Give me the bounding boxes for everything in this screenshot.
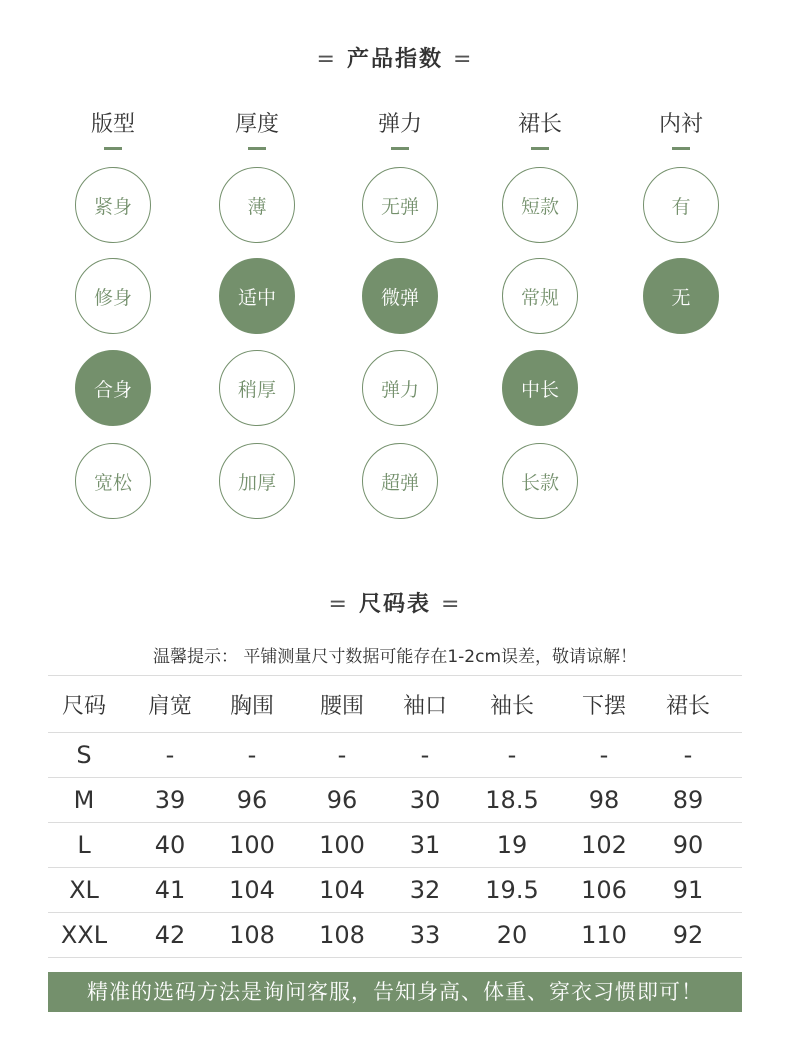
index-option: 稍厚 [219, 350, 295, 426]
heading-underline [104, 147, 122, 150]
table-cell: 33 [400, 913, 450, 958]
table-cell: 104 [284, 868, 400, 913]
table-cell: 19 [450, 823, 574, 868]
table-cell: 40 [120, 823, 220, 868]
table-cell: 108 [220, 913, 284, 958]
index-column [63, 110, 163, 150]
heading-underline [248, 147, 266, 150]
table-cell: XXL [48, 913, 120, 958]
table-cell: 18.5 [450, 778, 574, 823]
index-option-selected: 中长 [502, 350, 578, 426]
index-option: 薄 [219, 167, 295, 243]
index-option: 短款 [502, 167, 578, 243]
index-option: 紧身 [75, 167, 151, 243]
size-chart-title [0, 587, 790, 618]
index-option: 弹力 [362, 350, 438, 426]
table-cell: 106 [574, 868, 634, 913]
table-cell: 98 [574, 778, 634, 823]
table-cell: - [220, 733, 284, 778]
table-cell: 32 [400, 868, 450, 913]
table-cell: 41 [120, 868, 220, 913]
table-cell: 19.5 [450, 868, 574, 913]
table-row [48, 823, 742, 868]
index-option: 修身 [75, 258, 151, 334]
size-table-header-cell: 尺码 [48, 676, 120, 733]
index-option: 加厚 [219, 443, 295, 519]
index-option-selected: 适中 [219, 258, 295, 334]
table-cell: 30 [400, 778, 450, 823]
table-cell: 110 [574, 913, 634, 958]
table-cell: - [120, 733, 220, 778]
size-chart-title-text: 尺码表 [358, 592, 431, 617]
table-cell: - [450, 733, 574, 778]
product-index-title [0, 42, 790, 73]
table-row [48, 778, 742, 823]
index-option: 无弹 [362, 167, 438, 243]
table-cell: 42 [120, 913, 220, 958]
table-cell: 104 [220, 868, 284, 913]
table-cell: 90 [634, 823, 742, 868]
size-table-header-cell: 袖长 [450, 676, 574, 733]
table-cell: 92 [634, 913, 742, 958]
table-cell: 100 [284, 823, 400, 868]
table-row [48, 913, 742, 958]
index-column-heading: 内衬 [658, 112, 703, 137]
index-column-heading: 厚度 [234, 112, 279, 137]
table-cell: 20 [450, 913, 574, 958]
table-cell: 89 [634, 778, 742, 823]
size-table-header-cell: 肩宽 [120, 676, 220, 733]
title-deco-right: = [441, 592, 462, 617]
table-row [48, 868, 742, 913]
title-deco-left: = [316, 47, 337, 72]
index-column-heading: 裙长 [517, 112, 562, 137]
heading-underline [672, 147, 690, 150]
index-column-heading: 弹力 [377, 112, 422, 137]
title-deco-left: = [328, 592, 349, 617]
index-option: 宽松 [75, 443, 151, 519]
index-column-heading: 版型 [90, 112, 135, 137]
size-table-header [48, 676, 742, 733]
index-column [631, 110, 731, 150]
index-option-selected: 无 [643, 258, 719, 334]
table-cell: M [48, 778, 120, 823]
table-cell: 91 [634, 868, 742, 913]
product-index-title-text: 产品指数 [346, 47, 443, 72]
table-cell: 39 [120, 778, 220, 823]
size-table-header-cell: 下摆 [574, 676, 634, 733]
table-cell: 108 [284, 913, 400, 958]
table-cell: S [48, 733, 120, 778]
table-cell: - [284, 733, 400, 778]
size-table [48, 675, 742, 958]
table-cell: - [634, 733, 742, 778]
table-row [48, 733, 742, 778]
title-deco-right: = [453, 47, 474, 72]
index-column [490, 110, 590, 150]
table-cell: 31 [400, 823, 450, 868]
index-option: 常规 [502, 258, 578, 334]
table-cell: - [574, 733, 634, 778]
table-cell: 102 [574, 823, 634, 868]
size-table-header-cell: 腰围 [284, 676, 400, 733]
index-option: 长款 [502, 443, 578, 519]
table-cell: 100 [220, 823, 284, 868]
size-table-body [48, 733, 742, 958]
heading-underline [391, 147, 409, 150]
measurement-tip: 温馨提示： 平铺测量尺寸数据可能存在1-2cm误差，敬请谅解！ [152, 647, 638, 667]
table-cell: L [48, 823, 120, 868]
heading-underline [531, 147, 549, 150]
index-column [350, 110, 450, 150]
table-cell: 96 [220, 778, 284, 823]
footer-banner: 精准的选码方法是询问客服，告知身高、体重、穿衣习惯即可！ [48, 972, 742, 1012]
table-cell: - [400, 733, 450, 778]
index-option: 超弹 [362, 443, 438, 519]
size-table-header-cell: 胸围 [220, 676, 284, 733]
index-option-selected: 微弹 [362, 258, 438, 334]
size-table-header-cell: 裙长 [634, 676, 742, 733]
index-column [207, 110, 307, 150]
table-cell: 96 [284, 778, 400, 823]
size-table-header-cell: 袖口 [400, 676, 450, 733]
index-option: 有 [643, 167, 719, 243]
index-option-selected: 合身 [75, 350, 151, 426]
table-cell: XL [48, 868, 120, 913]
